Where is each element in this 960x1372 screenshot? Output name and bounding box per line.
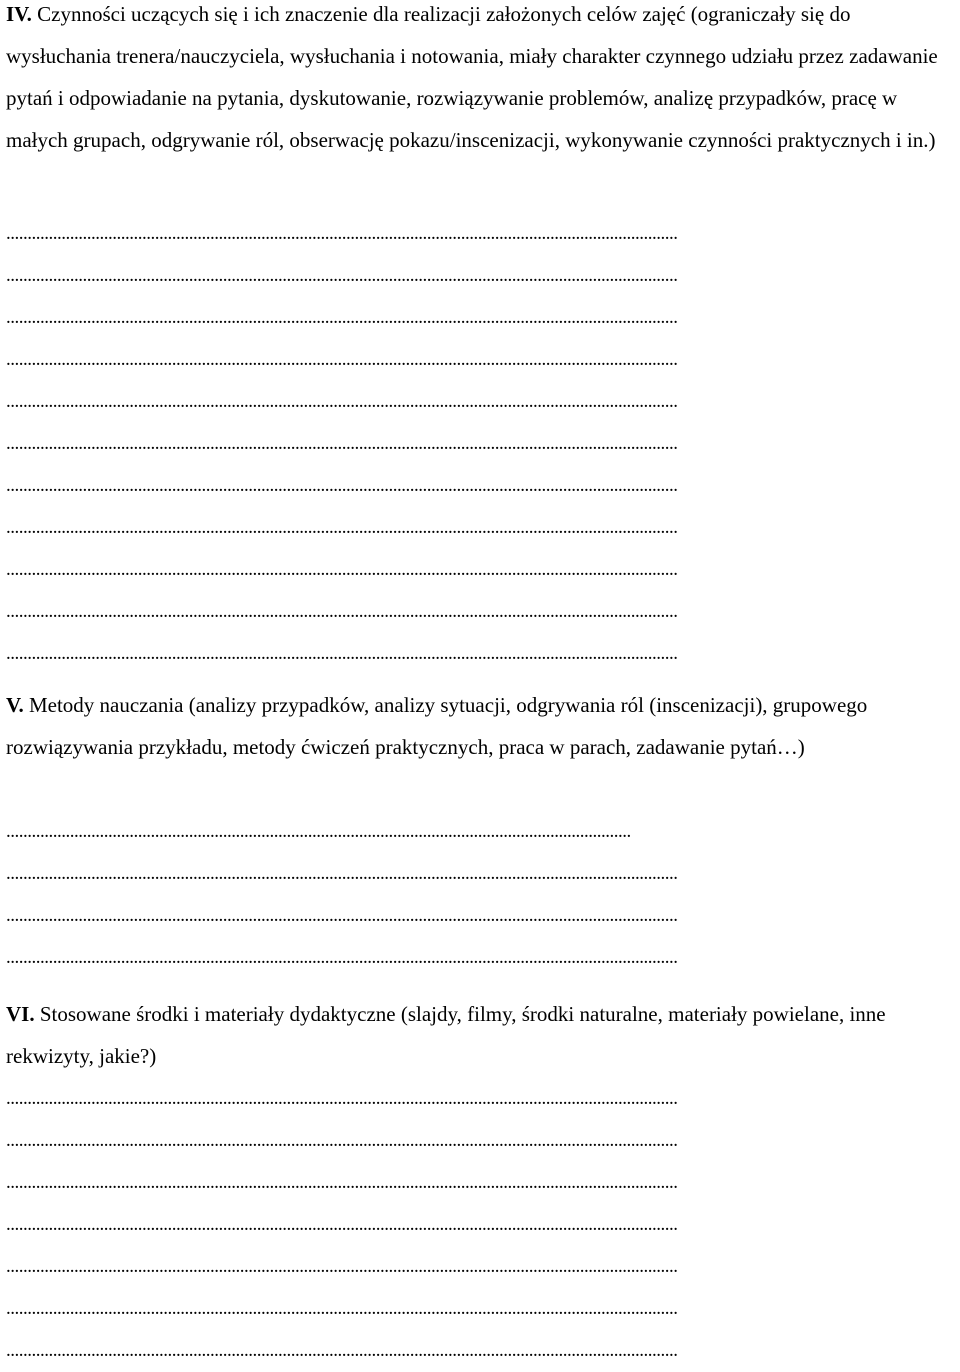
dotted-line: .............................................................................................................................................................. [6,1214,678,1235]
dotted-line: .............................................................................................................................................................. [6,947,678,968]
section-vi-heading [6,993,960,1077]
dotted-line: .............................................................................................................................................................. [6,349,678,370]
dotted-line: .............................................................................................................................................................. [6,433,678,454]
dotted-line: .............................................................................................................................................................. [6,265,678,286]
section-number: V. [6,693,24,717]
section-text: Stosowane środki i materiały dydaktyczne (slajdy, filmy, środki naturalne, materiały powielane, inne rekwizyty, jakie?) [6,1002,886,1068]
section-v [6,684,960,968]
dotted-line: .............................................................................................................................................................. [6,905,678,926]
dotted-line: .............................................................................................................................................................. [6,391,678,412]
dotted-line: .............................................................................................................................................................. [6,1298,678,1319]
section-number: VI. [6,1002,35,1026]
dotted-line: .............................................................................................................................................................. [6,223,678,244]
dotted-line: .............................................................................................................................................................. [6,601,678,622]
section-number: IV. [6,2,32,26]
dotted-line: .............................................................................................................................................................. [6,863,678,884]
answer-area[interactable] [6,213,960,675]
section-text: Czynności uczących się i ich znaczenie dla realizacji założonych celów zajęć (ograniczały się do wysłuchania trenera/nauczyciela, wysłuchania i notowania, miały charakter czynnego udziału przez zadawanie pytań i odpowiadanie na pytania, dyskutowanie, rozwiązywanie problemów, analizę przypadków, pracę w małych grupach, odgrywanie ról, obserwację pokazu/inscenizacji, wykonywanie czynności praktycznych i in.) [6,2,938,152]
dotted-line: .............................................................................................................................................................. [6,1340,678,1361]
section-vi [6,993,960,1361]
answer-area[interactable] [6,1078,960,1372]
dotted-line: ................................................................................................................................................... [6,821,631,842]
dotted-line: .............................................................................................................................................................. [6,559,678,580]
dotted-line: .............................................................................................................................................................. [6,1130,678,1151]
section-text: Metody nauczania (analizy przypadków, analizy sytuacji, odgrywania ról (inscenizacji), grupowego rozwiązywania przykładu, metody ćwiczeń praktycznych, praca w parach, zadawanie pytań…) [6,693,868,759]
section-iv [6,0,960,664]
section-iv-heading [6,0,960,161]
dotted-line: .............................................................................................................................................................. [6,517,678,538]
dotted-line: .............................................................................................................................................................. [6,643,678,664]
answer-area[interactable] [6,811,960,979]
dotted-line: .............................................................................................................................................................. [6,307,678,328]
dotted-line: .............................................................................................................................................................. [6,1172,678,1193]
dotted-line: .............................................................................................................................................................. [6,1088,678,1109]
dotted-line: .............................................................................................................................................................. [6,1256,678,1277]
section-v-heading [6,684,960,768]
dotted-line: .............................................................................................................................................................. [6,475,678,496]
